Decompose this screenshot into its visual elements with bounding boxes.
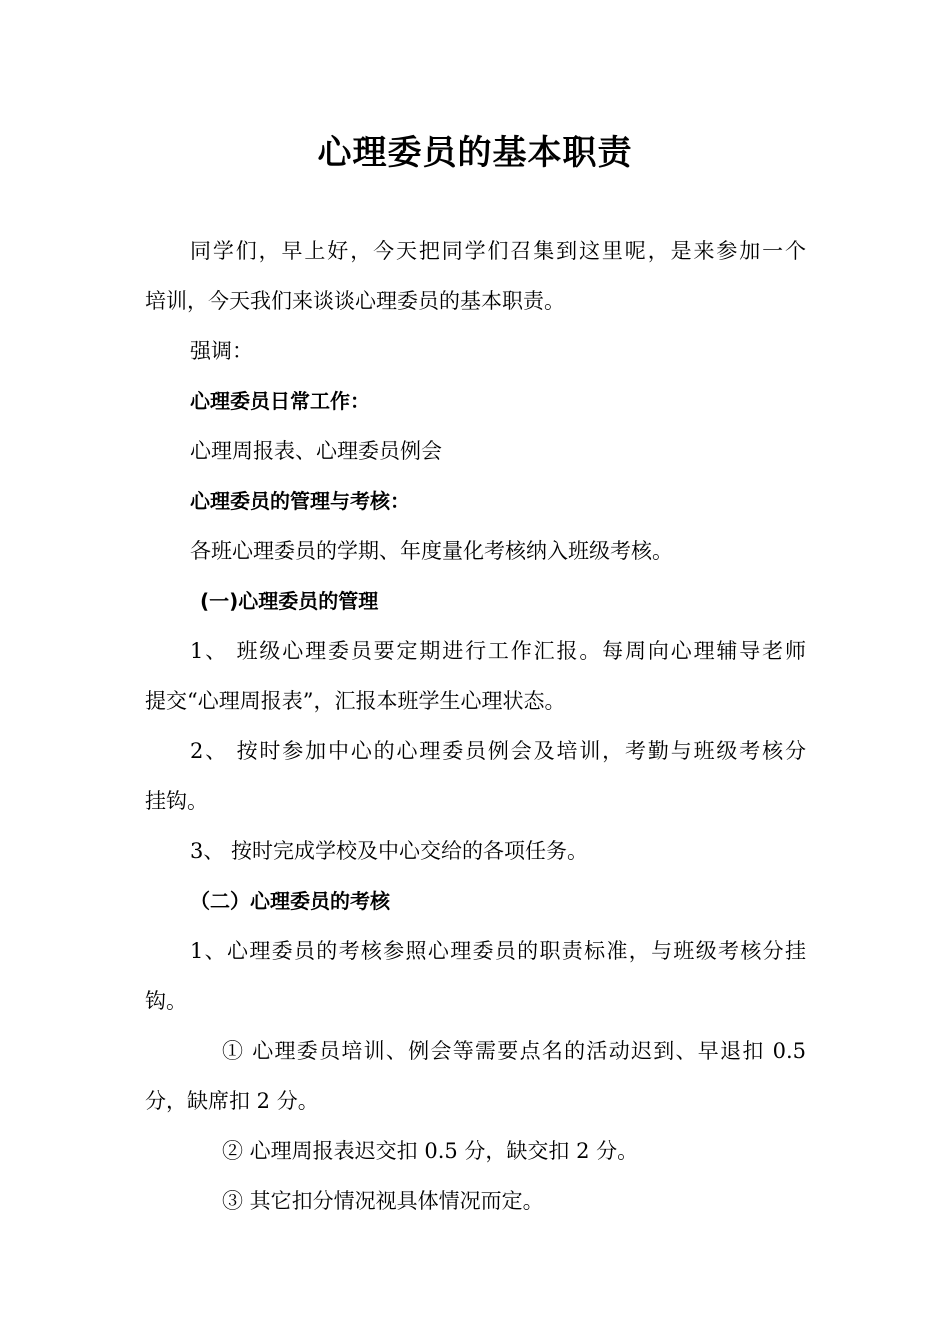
assessment-1-line-2: 钩。 [145,989,187,1013]
item-1-line-1: 1、 班级心理委员要定期进行工作汇报。每周向心理辅导老师 [190,639,806,663]
rule-1-line-2: 分，缺席扣 2 分。 [145,1089,319,1113]
item-1-line-2: 提交“心理周报表”，汇报本班学生心理状态。 [145,689,566,713]
item-3: 3、 按时完成学校及中心交给的各项任务。 [190,839,589,863]
daily-work-heading: 心理委员日常工作： [190,389,370,413]
management-heading: 心理委员的管理与考核： [190,489,410,513]
emphasis-label: 强调： [190,339,253,363]
intro-line-2: 培训，今天我们来谈谈心理委员的基本职责。 [145,289,565,313]
assessment-1-line-1: 1、心理委员的考核参照心理委员的职责标准，与班级考核分挂 [190,939,806,963]
section-2-heading: （二）心理委员的考核 [190,889,390,913]
daily-work-content: 心理周报表、心理委员例会 [190,439,442,463]
rule-2: ② 心理周报表迟交扣 0.5 分，缺交扣 2 分。 [222,1139,639,1163]
section-1-heading: (一)心理委员的管理 [200,589,379,613]
intro-line-1: 同学们，早上好，今天把同学们召集到这里呢，是来参加一个 [190,239,806,263]
rule-3: ③ 其它扣分情况视具体情况而定。 [222,1189,544,1213]
item-2-line-2: 挂钩。 [145,789,208,813]
management-content: 各班心理委员的学期、年度量化考核纳入班级考核。 [190,539,673,563]
item-2-line-1: 2、 按时参加中心的心理委员例会及培训，考勤与班级考核分 [190,739,806,763]
rule-1-line-1: ① 心理委员培训、例会等需要点名的活动迟到、早退扣 0.5 [222,1039,806,1063]
document-title: 心理委员的基本职责 [317,133,633,173]
